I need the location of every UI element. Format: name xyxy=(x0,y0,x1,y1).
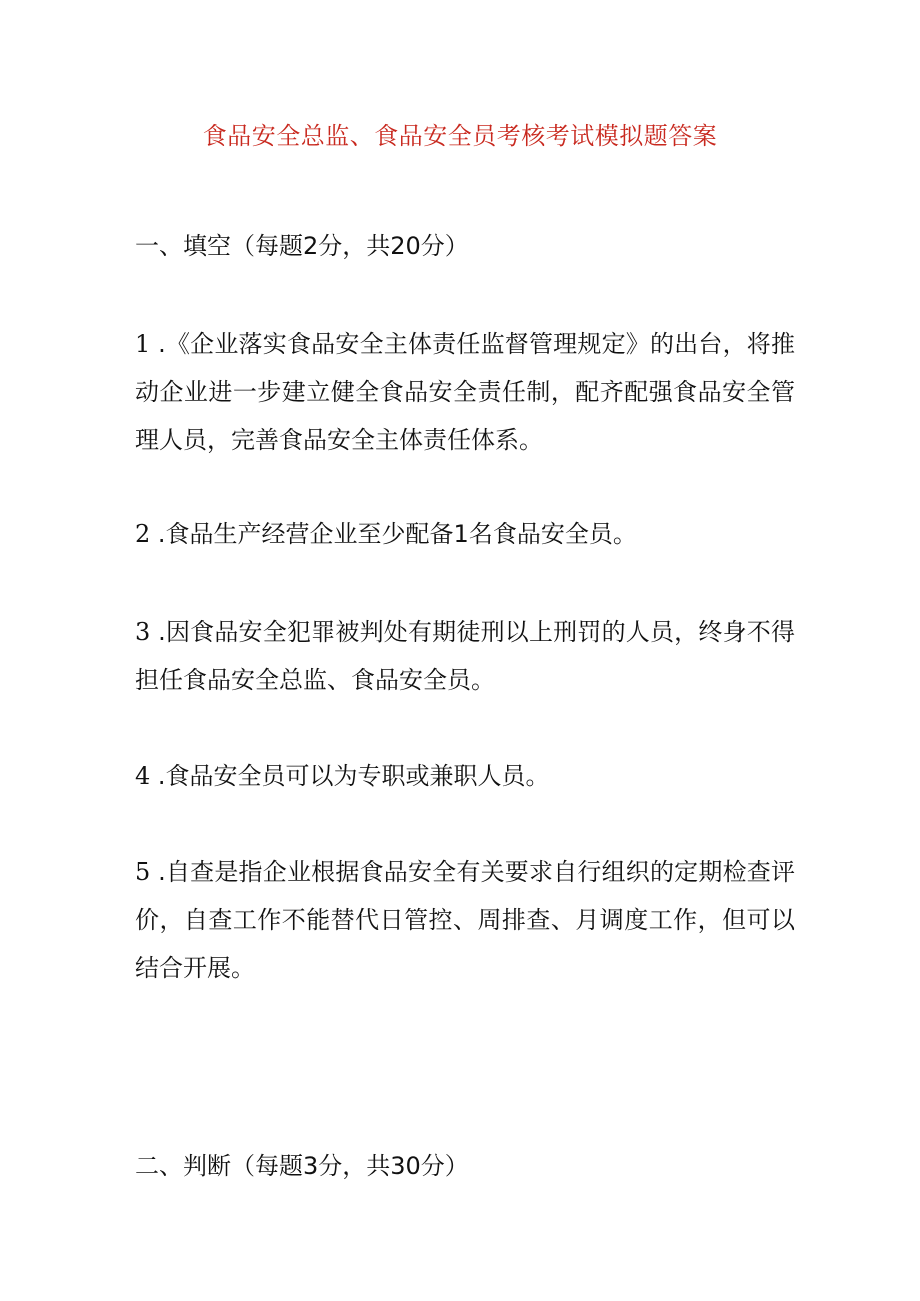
question-number: 1 xyxy=(135,330,151,358)
question-text: .自查是指企业根据食品安全有关要求自行组织的定期检查评价，自查工作不能替代日管控、周排查、月调度工作，但可以结合开展。 xyxy=(135,858,795,982)
section-heading-fill-in: 一、填空（每题2分，共20分） xyxy=(135,232,469,260)
question-1 xyxy=(135,320,795,464)
question-text: .《企业落实食品安全主体责任监督管理规定》的出台，将推动企业进一步建立健全食品安全责任制，配齐配强食品安全管理人员，完善食品安全主体责任体系。 xyxy=(135,330,795,454)
question-2 xyxy=(135,510,795,558)
question-text: .食品生产经营企业至少配备1名食品安全员。 xyxy=(157,520,637,548)
question-text: .因食品安全犯罪被判处有期徒刑以上刑罚的人员，终身不得担任食品安全总监、食品安全员。 xyxy=(135,618,795,694)
question-text: .食品安全员可以为专职或兼职人员。 xyxy=(157,762,550,790)
section-heading-true-false: 二、判断（每题3分，共30分） xyxy=(135,1152,469,1180)
question-4 xyxy=(135,752,795,800)
question-number: 3 xyxy=(135,618,151,646)
question-3 xyxy=(135,608,795,704)
question-number: 2 xyxy=(135,520,151,548)
document-title: 食品安全总监、食品安全员考核考试模拟题答案 xyxy=(202,122,718,150)
question-number: 5 xyxy=(135,858,151,886)
question-5 xyxy=(135,848,795,992)
question-number: 4 xyxy=(135,762,151,790)
